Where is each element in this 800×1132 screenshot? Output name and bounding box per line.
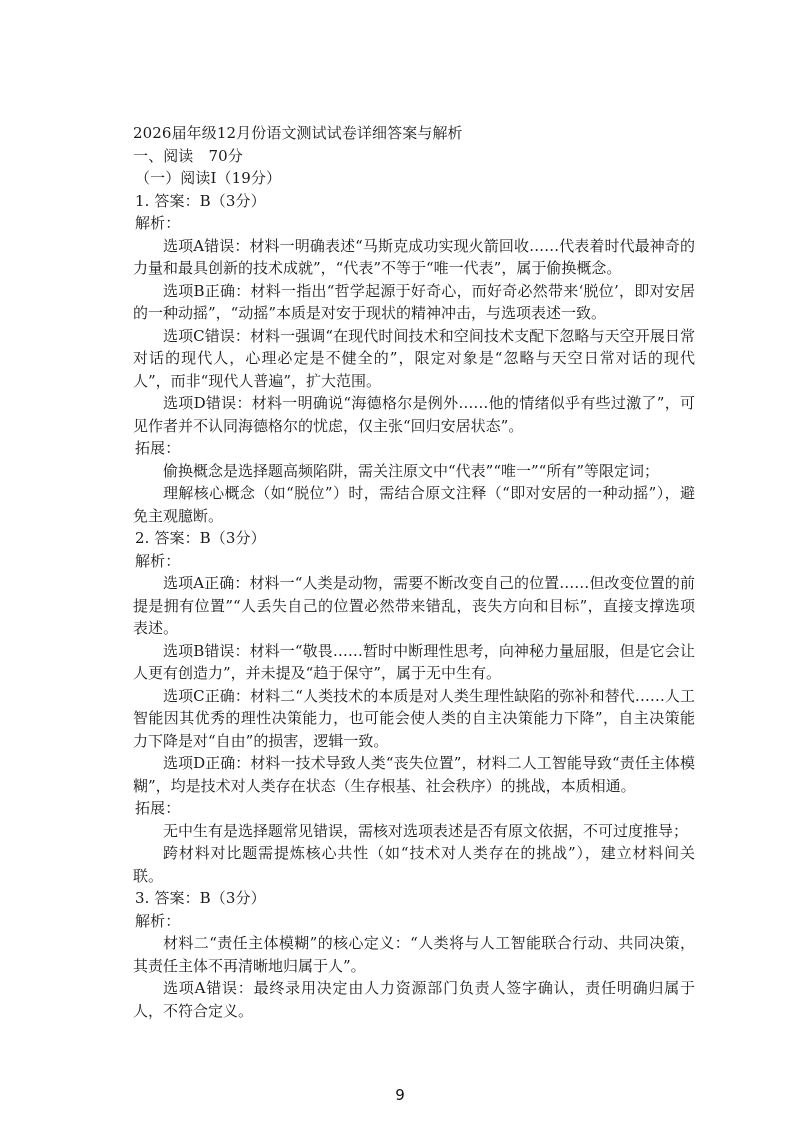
q2-option-d: 选项D正确：材料一技术导致人类“丧失位置”，材料二人工智能导致“责任主体模糊”，均是技术对人类存在状态（生存根基、社会秩序）的挑战，本质相通。 — [133, 754, 695, 795]
q3-analysis-label: 解析： — [135, 911, 181, 930]
q1-extension-label: 拓展： — [135, 439, 181, 457]
q1-option-d: 选项D错误：材料一明确说“海德格尔是例外……他的情绪似乎有些过激了”，可见作者并不认同海德格尔的忧虑，仅主张“回归安居状态”。 — [133, 394, 695, 435]
document-title: 2026届年级12月份语文测试试卷详细答案与解析 — [133, 124, 463, 142]
section-heading: 一、阅读 70分 — [133, 146, 243, 165]
q3-definition: 材料二“责任主体模糊”的核心定义：“人类将与人工智能联合行动、共同决策，其责任主体不再清晰地归属于人”。 — [133, 934, 695, 975]
document-content — [133, 122, 695, 1022]
q3-answer: 3. 答案：B（3分） — [135, 889, 266, 907]
q2-extension-1: 无中生有是选择题常见错误，需核对选项表述是否有原文依据，不可过度推导； — [163, 821, 689, 840]
q1-answer: 1. 答案：B（3分） — [135, 191, 266, 210]
q2-option-c: 选项C正确：材料二“人类技术的本质是对人类生理性缺陷的弥补和替代……人工智能因其优秀的理性决策能力，也可能会使人类的自主决策能力下降”，自主决策能力下降是对“自由”的损害，逻辑一致。 — [133, 686, 695, 750]
q1-option-b: 选项B正确：材料一指出“哲学起源于好奇心，而好奇必然带来‘脱位’，即对安居的一种动摇”，“动摇”本质是对安于现状的精神冲击，与选项表述一致。 — [133, 281, 695, 322]
page-number: 9 — [395, 1086, 405, 1104]
q3-option-a: 选项A错误：最终录用决定由人力资源部门负责人签字确认，责任明确归属于人，不符合定义。 — [133, 979, 695, 1020]
q2-answer: 2. 答案：B（3分） — [135, 529, 266, 547]
q1-extension-2: 理解核心概念（如“脱位”）时，需结合原文注释（“即对安居的一种动摇”），避免主观臆断。 — [133, 484, 695, 525]
q2-option-a: 选项A正确：材料一“人类是动物，需要不断改变自己的位置……但改变位置的前提是拥有位置”“人丢失自己的位置必然带来错乱，丧失方向和目标”，直接支撑选项表述。 — [133, 574, 695, 637]
q1-option-c: 选项C错误：材料一强调“在现代时间技术和空间技术支配下忽略与天空开展日常对话的现代人，心理必定是不健全的”，限定对象是“忽略与天空日常对话的现代人”，而非“现代人普遍”，扩大范围。 — [133, 326, 695, 390]
q2-extension-label: 拓展： — [135, 799, 181, 817]
q2-analysis-label: 解析： — [135, 551, 181, 570]
subsection-heading: （一）阅读Ⅰ（19分） — [135, 169, 282, 187]
q2-extension-2: 跨材料对比题需提炼核心共性（如“技术对人类存在的挑战”），建立材料间关联。 — [133, 844, 695, 885]
q1-option-a: 选项A错误：材料一明确表述“马斯克成功实现火箭回收……代表着时代最神奇的力量和最具创新的技术成就”，“代表”不等于“唯一代表”，属于偷换概念。 — [133, 236, 695, 277]
q1-analysis-label: 解析： — [135, 214, 181, 232]
q1-extension-1: 偷换概念是选择题高频陷阱，需关注原文中“代表”“唯一”“所有”等限定词； — [163, 461, 660, 480]
q2-option-b: 选项B错误：材料一“敬畏……暂时中断理性思考，向神秘力量屈服，但是它会让人更有创造力”，并未提及“趋于保守”，属于无中生有。 — [133, 641, 695, 682]
